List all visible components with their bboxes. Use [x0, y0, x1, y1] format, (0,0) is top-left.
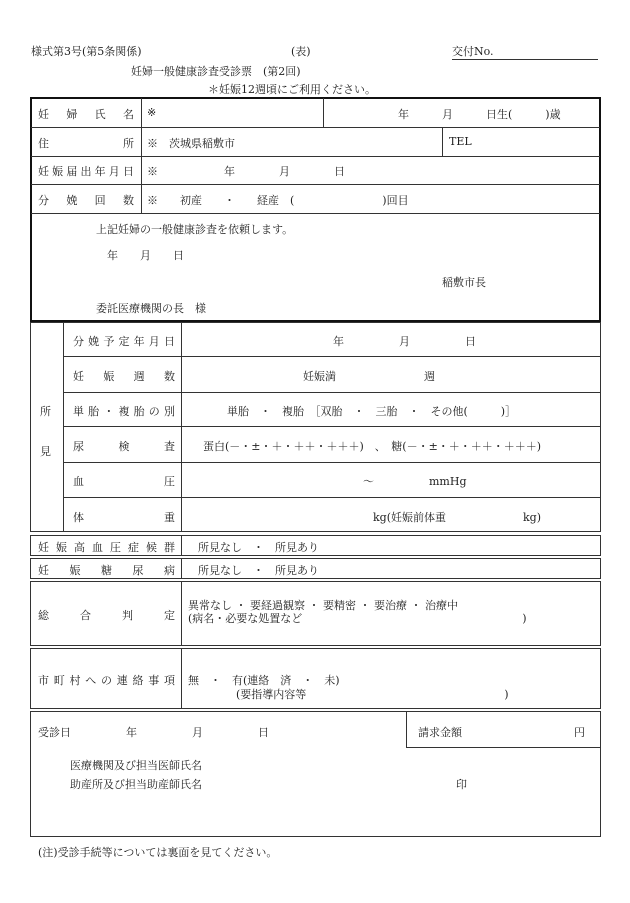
form-id: 様式第3号(第5条関係)	[31, 45, 142, 58]
form-side: (表)	[291, 45, 311, 58]
diabetes-field[interactable]: 所見なし ・ 所見あり	[198, 564, 319, 577]
due-date-field[interactable]: 年 月 日	[333, 335, 476, 348]
billing-amount-label: 請求金額	[418, 726, 462, 739]
exam-date-field[interactable]: 受診日 年 月 日	[38, 726, 269, 739]
request-date[interactable]: 年 月 日	[107, 249, 184, 262]
billing-unit: 円	[574, 726, 585, 739]
fetal-number-field[interactable]: 単胎 ・ 複胎 ［双胎 ・ 三胎 ・ その他( )］	[227, 405, 517, 418]
pregnancy-report-field[interactable]: ※ 年 月 日	[147, 165, 345, 178]
birth-date-field[interactable]: 年 月 日生( )歳	[398, 108, 561, 121]
gestational-weeks-label: 妊 娠 週 数	[73, 370, 175, 383]
overall-judgement-label: 総 合 判 定	[38, 609, 175, 622]
hypertension-field[interactable]: 所見なし ・ 所見あり	[198, 541, 319, 554]
midwife-label: 助産所及び担当助産師氏名	[70, 778, 202, 791]
findings-side-label-2: 見	[40, 445, 51, 458]
weight-label: 体 重	[73, 511, 175, 524]
delivery-count-label: 分 娩 回 数	[38, 194, 134, 207]
overall-judgement-notes[interactable]: (病名・必要な処置など )	[188, 612, 527, 625]
addressee: 委託医療機関の長 様	[96, 302, 206, 315]
weight-field[interactable]: kg(妊娠前体重 kg)	[373, 511, 541, 524]
name-field[interactable]: ※	[147, 106, 157, 119]
mayor-name: 稲敷市長	[442, 276, 486, 289]
urine-test-label: 尿 検 査	[73, 440, 175, 453]
overall-judgement-options[interactable]: 異常なし ・ 要経過観察 ・ 要精密 ・ 要治療 ・ 治療中	[188, 599, 458, 612]
name-label: 妊 婦 氏 名	[38, 108, 134, 121]
request-text: 上記妊婦の一般健康診査を依頼します。	[96, 223, 294, 236]
urine-test-field[interactable]: 蛋白(－・±・＋・＋＋・＋＋＋) 、 糖(－・±・＋・＋＋・＋＋＋)	[203, 440, 542, 453]
diabetes-label: 妊 娠 糖 尿 病	[38, 564, 175, 577]
due-date-label: 分 娩 予 定 年 月 日	[73, 335, 175, 348]
municipal-contact-notes[interactable]: (要指導内容等 )	[236, 688, 509, 701]
fetal-number-label: 単 胎 ・ 複 胎 の 別	[73, 405, 175, 418]
delivery-count-field[interactable]: ※ 初産 ・ 経産 ( )回目	[147, 194, 409, 207]
address-field[interactable]: ※ 茨城県稲敷市	[147, 137, 235, 150]
institution-doctor-label: 医療機関及び担当医師氏名	[70, 759, 202, 772]
issue-number-label: 交付No.	[452, 45, 494, 58]
gestational-weeks-field[interactable]: 妊娠満 週	[303, 370, 435, 383]
municipal-contact-options[interactable]: 無 ・ 有(連絡 済 ・ 未)	[188, 674, 340, 687]
usage-note: ＊妊娠12週頃にご利用ください。	[208, 83, 376, 96]
patient-info-box	[30, 97, 601, 322]
form-title: 妊婦一般健康診査受診票 (第2回)	[131, 65, 301, 78]
seal-mark: 印	[456, 778, 467, 791]
pregnancy-report-label: 妊 娠 届 出 年 月 日	[38, 165, 134, 178]
footnote: (注)受診手続等については裏面を見てください。	[38, 846, 278, 859]
blood-pressure-field[interactable]: ～ mmHg	[363, 475, 467, 488]
blood-pressure-label: 血 圧	[73, 475, 175, 488]
issue-number	[452, 43, 598, 60]
findings-box	[30, 322, 601, 532]
municipal-contact-label: 市 町 村 へ の 連 絡 事 項	[38, 674, 175, 687]
hypertension-label: 妊 娠 高 血 圧 症 候 群	[38, 541, 175, 554]
findings-side-label-1: 所	[40, 405, 51, 418]
tel-label: TEL	[449, 135, 472, 148]
address-label: 住 所	[38, 137, 134, 150]
